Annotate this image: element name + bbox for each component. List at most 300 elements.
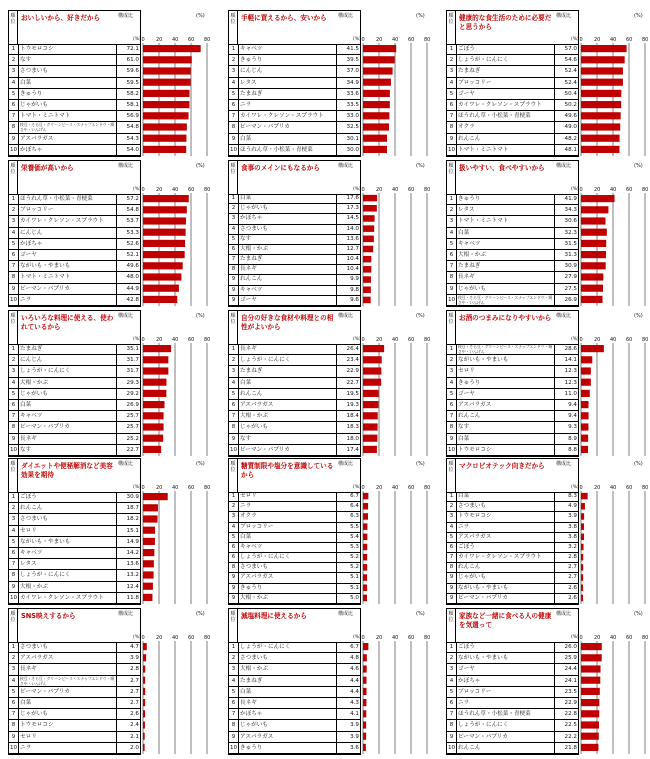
value-header: 構成比 <box>118 13 134 19</box>
table-row <box>9 366 140 377</box>
table-row <box>447 512 578 522</box>
item-label: ブロッコリー <box>240 523 274 530</box>
x-tick-label: 20 <box>156 337 163 343</box>
table-header <box>447 311 578 345</box>
value-cell: 4.4 <box>336 676 360 686</box>
table-row <box>9 261 140 272</box>
chart-panel <box>228 310 433 457</box>
rank-cell: 3 <box>9 216 19 226</box>
rank-cell: 10 <box>229 145 239 155</box>
item-label: 長ネギ <box>240 700 257 706</box>
bar <box>581 584 583 591</box>
item-label: しょうが・にんにく <box>20 572 71 579</box>
bar <box>363 286 371 293</box>
value-cell: 42.8 <box>116 295 140 305</box>
table-row <box>9 228 140 239</box>
rank-cell: 5 <box>9 389 19 399</box>
x-tick-label: 60 <box>408 37 415 43</box>
bar <box>581 195 615 202</box>
value-cell: 13.2 <box>116 570 140 580</box>
table-row <box>9 411 140 422</box>
ranking-table <box>228 608 361 755</box>
item-label: たまねぎ <box>240 368 263 375</box>
x-tick-label: 40 <box>392 187 399 193</box>
x-tick-label: 40 <box>392 635 399 641</box>
value-header: 構成比 <box>118 313 134 319</box>
bar <box>143 390 166 397</box>
bar-chart <box>579 10 650 157</box>
item-label: カイワレ・クレソン・スプラウト <box>458 102 542 108</box>
unit-label: (%) <box>133 37 141 42</box>
rank-cell: 9 <box>447 732 457 742</box>
x-tick-label: 80 <box>204 37 211 43</box>
x-tick-label: 80 <box>204 485 211 491</box>
rank-cell: 4 <box>229 78 239 88</box>
table-row <box>9 122 140 133</box>
bar <box>363 688 367 695</box>
table-row <box>229 255 360 265</box>
value-cell: 2.6 <box>116 709 140 719</box>
chart-panel <box>8 608 213 755</box>
item-label: きゅうり <box>240 57 263 64</box>
x-tick-label: 40 <box>392 37 399 43</box>
item-label: アスパラガス <box>20 135 54 142</box>
chart-title: おいしいから、好きだから <box>21 14 101 22</box>
unit-label: (%) <box>133 337 141 342</box>
x-tick-label: 80 <box>642 337 649 343</box>
item-label: 白菜 <box>20 79 32 86</box>
rank-cell: 4 <box>229 378 239 388</box>
x-tick-label: 20 <box>156 485 163 491</box>
value-cell: 9.6 <box>336 296 360 305</box>
bar-chart-svg <box>141 458 213 605</box>
table-row <box>229 265 360 275</box>
table-header <box>229 11 360 45</box>
ranking-table <box>228 458 361 605</box>
value-cell: 2.7 <box>116 687 140 697</box>
x-tick-label: 20 <box>376 37 383 43</box>
rank-cell: 2 <box>9 55 19 65</box>
rank-cell: 1 <box>9 344 19 354</box>
item-label: しょうが・にんにく <box>20 368 71 375</box>
value-cell: 12.3 <box>554 378 578 388</box>
item-label: かぼちゃ <box>458 677 481 684</box>
x-tick-label: 60 <box>188 337 195 343</box>
value-cell: 53.7 <box>116 216 140 226</box>
bar <box>363 276 371 283</box>
table-row <box>9 239 140 250</box>
value-cell: 59.6 <box>116 66 140 76</box>
value-cell: 30.9 <box>116 492 140 502</box>
table-row <box>9 570 140 581</box>
value-cell: 57.0 <box>554 44 578 54</box>
bar <box>363 503 368 510</box>
value-cell: 32.3 <box>554 228 578 238</box>
bar <box>581 390 590 397</box>
rank-header: 順位 <box>447 609 456 642</box>
value-cell: 23.5 <box>554 687 578 697</box>
value-cell: 22.8 <box>554 709 578 719</box>
ranking-table <box>228 310 361 457</box>
bar <box>363 584 367 591</box>
value-cell: 19.3 <box>336 400 360 410</box>
value-cell: 37.0 <box>336 66 360 76</box>
bar-chart <box>579 160 650 307</box>
table-row <box>229 434 360 445</box>
item-label: 大根・かぶ <box>20 379 48 386</box>
item-label: レタス <box>458 207 475 214</box>
value-cell: 9.4 <box>554 400 578 410</box>
table-row <box>9 687 140 698</box>
rank-cell: 1 <box>9 642 19 652</box>
chart-panel <box>8 10 213 157</box>
table-header <box>9 311 140 345</box>
value-cell: 25.7 <box>116 411 140 421</box>
table-row <box>229 445 360 456</box>
rank-cell: 9 <box>9 134 19 144</box>
table-row <box>9 559 140 570</box>
x-tick-label: 60 <box>626 485 633 491</box>
value-cell: 8.8 <box>554 445 578 455</box>
value-header: 構成比 <box>556 13 572 19</box>
item-label: さつまいも <box>240 564 268 571</box>
rank-cell: 8 <box>9 570 19 580</box>
bar <box>363 677 367 684</box>
value-cell: 28.6 <box>554 344 578 354</box>
item-label: セロリ <box>458 368 475 375</box>
table-row <box>447 653 578 664</box>
value-cell: 12.3 <box>554 366 578 376</box>
rank-cell: 1 <box>229 194 239 203</box>
value-cell: 6.4 <box>336 502 360 511</box>
table-row <box>9 205 140 216</box>
x-tick-label: 80 <box>642 485 649 491</box>
chart-panel <box>8 458 213 605</box>
bar <box>581 79 623 86</box>
value-cell: 49.0 <box>554 122 578 132</box>
chart-panel <box>228 10 433 157</box>
table-row <box>447 502 578 512</box>
bar <box>143 285 179 292</box>
value-cell: 53.3 <box>116 228 140 238</box>
table-row <box>229 378 360 389</box>
bar <box>143 412 164 419</box>
value-cell: 54.8 <box>116 205 140 215</box>
bar <box>143 549 154 556</box>
item-label: キャベツ <box>458 240 481 247</box>
rank-cell: 10 <box>9 743 19 753</box>
table-row <box>229 732 360 743</box>
rank-cell: 4 <box>9 378 19 388</box>
bar-chart <box>141 608 213 755</box>
chart-title: 糖質制限や塩分を意識しているから <box>241 462 334 479</box>
bar <box>143 112 189 119</box>
rank-cell: 3 <box>229 366 239 376</box>
chart-title: マクロビオテック向きだから <box>459 462 545 470</box>
table-row <box>9 78 140 89</box>
table-row <box>447 100 578 111</box>
rank-header: 順位 <box>229 161 238 194</box>
rank-cell: 10 <box>447 145 457 155</box>
bar-chart-svg <box>579 160 650 307</box>
table-row <box>9 389 140 400</box>
unit-tick-label: (%) <box>416 611 425 617</box>
chart-panel <box>228 160 433 307</box>
value-cell: 19.5 <box>336 389 360 399</box>
value-cell: 22.7 <box>336 378 360 388</box>
value-cell: 41.9 <box>554 194 578 204</box>
table-row <box>447 122 578 133</box>
rank-cell: 6 <box>447 543 457 552</box>
bar <box>143 79 191 86</box>
bar <box>363 643 368 650</box>
ranking-table <box>446 310 579 457</box>
rank-cell: 4 <box>229 225 239 234</box>
table-row <box>229 422 360 433</box>
bar <box>363 390 379 397</box>
ranking-table <box>228 160 361 307</box>
table-row <box>229 296 360 306</box>
rank-cell: 10 <box>9 593 19 603</box>
value-cell: 6.7 <box>336 642 360 652</box>
rank-cell: 6 <box>229 245 239 254</box>
item-label: じゃがいも <box>20 102 48 108</box>
value-cell: 25.2 <box>116 434 140 444</box>
bar <box>143 654 146 661</box>
value-cell: 5.1 <box>336 584 360 593</box>
x-tick-label: 20 <box>376 635 383 641</box>
value-cell: 17.4 <box>336 445 360 455</box>
value-header: 構成比 <box>338 461 354 467</box>
item-label: なす <box>240 435 252 442</box>
value-cell: 6.3 <box>336 512 360 521</box>
value-cell: 18.2 <box>116 514 140 524</box>
value-cell: 4.3 <box>336 698 360 708</box>
bar <box>143 583 153 590</box>
rank-cell: 9 <box>9 284 19 294</box>
rank-cell: 4 <box>447 228 457 238</box>
table-row <box>9 514 140 525</box>
item-label: ごぼう <box>458 543 475 550</box>
rank-cell: 4 <box>229 676 239 686</box>
unit-label: (%) <box>571 37 579 42</box>
value-cell: 61.0 <box>116 55 140 65</box>
item-label: なす <box>20 446 32 453</box>
x-tick-label: 20 <box>376 187 383 193</box>
table-header <box>229 609 360 643</box>
unit-tick-label: (%) <box>416 163 425 169</box>
x-tick-label: 80 <box>424 635 431 641</box>
rank-cell: 5 <box>9 537 19 547</box>
bar <box>363 123 389 130</box>
rank-header: 順位 <box>229 459 238 492</box>
bar-chart <box>579 310 650 457</box>
table-row <box>447 422 578 433</box>
item-label: れんこん <box>240 390 263 397</box>
rank-cell: 3 <box>447 664 457 674</box>
bar <box>143 379 166 386</box>
item-label: ピーマン・パプリカ <box>20 688 70 695</box>
x-tick-label: 20 <box>594 635 601 641</box>
rank-header: 順位 <box>447 11 456 44</box>
bar-chart-svg <box>361 608 433 755</box>
table-row <box>447 584 578 594</box>
table-header <box>447 459 578 493</box>
rank-cell: 5 <box>447 89 457 99</box>
item-label: 白菜 <box>240 688 252 695</box>
table-row <box>229 194 360 204</box>
bar <box>581 677 600 684</box>
value-cell: 3.9 <box>336 732 360 742</box>
rank-cell: 2 <box>9 503 19 513</box>
bar <box>143 123 187 130</box>
value-cell: 9.4 <box>554 411 578 421</box>
value-cell: 4.9 <box>554 502 578 511</box>
rank-cell: 1 <box>447 642 457 652</box>
rank-cell: 4 <box>447 676 457 686</box>
item-label: 白菜 <box>20 700 32 706</box>
rank-cell: 2 <box>9 355 19 365</box>
rank-cell: 1 <box>229 44 239 54</box>
bar <box>143 101 189 108</box>
bar <box>143 251 185 258</box>
value-cell: 33.6 <box>336 89 360 99</box>
bar <box>143 367 168 374</box>
item-label: れんこん <box>458 413 481 420</box>
rank-cell: 6 <box>9 400 19 410</box>
rank-cell: 8 <box>9 272 19 282</box>
ranking-table <box>8 160 141 307</box>
value-cell: 39.5 <box>336 55 360 65</box>
value-cell: 58.1 <box>116 100 140 110</box>
table-row <box>447 411 578 422</box>
table-row <box>229 245 360 255</box>
item-label: トウモロコシ <box>20 46 54 52</box>
value-cell: 41.5 <box>336 44 360 54</box>
value-cell: 49.6 <box>554 111 578 121</box>
value-cell: 59.5 <box>116 78 140 88</box>
bar <box>581 710 599 717</box>
item-label: アスパラガス <box>240 733 274 740</box>
table-row <box>9 698 140 709</box>
chart-title: いろいろな料理に使える、使われているから <box>21 314 114 331</box>
value-cell: 48.2 <box>554 134 578 144</box>
bar <box>581 273 603 280</box>
table-row <box>229 55 360 66</box>
item-label: セロリ <box>20 527 37 534</box>
item-label: ニラ <box>240 503 252 510</box>
x-tick-label: 0 <box>141 187 145 193</box>
table-row <box>447 664 578 675</box>
value-cell: 14.0 <box>336 225 360 234</box>
unit-tick-label: (%) <box>416 313 425 319</box>
unit-tick-label: (%) <box>634 313 643 319</box>
table-row <box>447 194 578 205</box>
table-header <box>447 11 578 45</box>
bar <box>581 412 589 419</box>
unit-label: (%) <box>571 485 579 490</box>
bar <box>581 554 583 561</box>
value-cell: 49.6 <box>116 261 140 271</box>
value-cell: 30.0 <box>336 145 360 155</box>
item-label: にんじん <box>20 229 43 236</box>
table-row <box>229 78 360 89</box>
value-cell: 31.5 <box>554 239 578 249</box>
bar <box>581 206 608 213</box>
table-row <box>447 642 578 653</box>
bar-chart-svg <box>361 310 433 457</box>
bar <box>581 595 583 602</box>
item-label: 大根・かぶ <box>240 245 268 252</box>
x-tick-label: 40 <box>172 187 179 193</box>
value-cell: 27.5 <box>554 284 578 294</box>
item-label: ニラ <box>458 523 470 530</box>
value-cell: 34.3 <box>554 205 578 215</box>
bar <box>363 236 374 243</box>
bar <box>581 423 588 430</box>
bar <box>581 401 589 408</box>
bar <box>581 367 591 374</box>
x-tick-label: 40 <box>172 337 179 343</box>
table-row <box>9 434 140 445</box>
table-header <box>229 459 360 493</box>
bar <box>143 146 186 153</box>
table-row <box>447 563 578 573</box>
item-label: さつまいも <box>240 655 268 662</box>
item-label: じゃがいも <box>240 205 268 212</box>
bar <box>363 379 381 386</box>
rank-cell: 2 <box>9 653 19 663</box>
bar <box>143 90 190 97</box>
bar-chart <box>361 160 433 307</box>
item-label: しょうが・にんにく <box>240 554 291 561</box>
x-tick-label: 80 <box>424 485 431 491</box>
value-cell: 12.4 <box>116 582 140 592</box>
item-label: たまねぎ <box>458 68 481 75</box>
rank-cell: 8 <box>9 422 19 432</box>
x-tick-label: 40 <box>172 635 179 641</box>
rank-cell: 4 <box>9 78 19 88</box>
x-tick-label: 60 <box>626 37 633 43</box>
rank-cell: 3 <box>229 214 239 223</box>
table-row <box>447 492 578 502</box>
table-row <box>229 111 360 122</box>
chart-panel <box>8 160 213 307</box>
bar <box>143 560 154 567</box>
bar <box>143 423 164 430</box>
bar <box>363 446 377 453</box>
rank-cell: 1 <box>229 642 239 652</box>
table-row <box>447 594 578 604</box>
item-label: ピーマン・パプリカ <box>458 594 508 601</box>
table-row <box>229 235 360 245</box>
ranking-table <box>8 310 141 457</box>
item-label: ほうれん草・小松菜・青梗菜 <box>458 113 531 120</box>
chart-title: 減塩料理に使えるから <box>241 612 307 620</box>
value-cell: 25.7 <box>116 422 140 432</box>
rank-cell: 6 <box>9 698 19 708</box>
item-label: 白菜 <box>240 533 252 540</box>
chart-panel <box>446 10 650 157</box>
x-tick-label: 0 <box>579 37 583 43</box>
rank-cell: 8 <box>229 422 239 432</box>
table-row <box>9 720 140 731</box>
bar <box>581 101 621 108</box>
ranking-table <box>446 608 579 755</box>
x-tick-label: 80 <box>642 37 649 43</box>
x-tick-label: 80 <box>424 337 431 343</box>
table-row <box>9 66 140 77</box>
